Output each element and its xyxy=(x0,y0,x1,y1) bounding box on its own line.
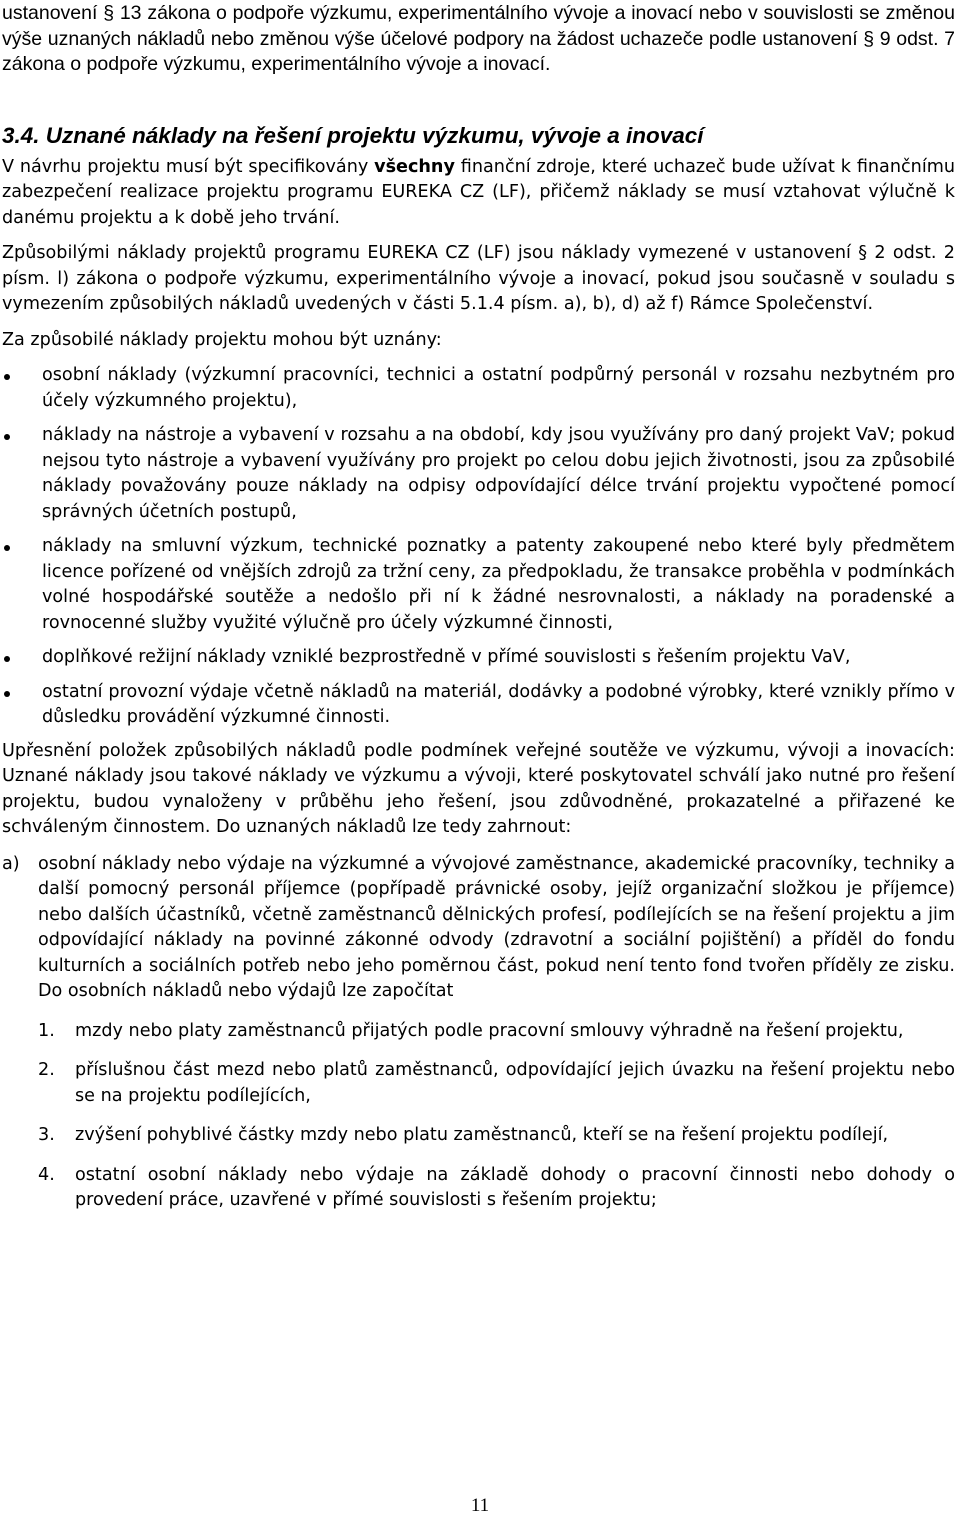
list-item-text: osobní náklady (výzkumní pracovníci, technici a ostatní podpůrný personál v rozsahu nezbytném pro účely výzkumného projektu), xyxy=(42,365,955,411)
numbered-item xyxy=(2,1058,955,1109)
paragraph-specification-end: finanční zdroje, které uchazeč bude užívat k finančnímu zabezpečení realizace projektu programu EUREKA CZ (LF), přičemž náklady se musí vztahovat výlučně k danému projektu a k době jeho trvání. xyxy=(2,156,955,228)
paragraph-specification-start: V návrhu projektu musí být specifikovány xyxy=(2,156,375,177)
list-item-text: doplňkové režijní náklady vzniklé bezprostředně v přímé souvislosti s řešením projektu VaV, xyxy=(42,647,851,667)
list-item xyxy=(2,363,955,414)
eligible-costs-list xyxy=(2,363,955,731)
paragraph-specification-details: Upřesnění položek způsobilých nákladů podle podmínek veřejné soutěže ve výzkumu, vývoji a inovacích: Uznané náklady jsou takové náklady ve výzkumu a vývoji, které poskytovatel schválí jako nutné pro řešení projektu, budou vynaloženy v průběhu jeho řešení, jsou zdůvodněné, prokazatelné a přiřazené ke schváleným činnostem. Do uznaných nákladů lze tedy zahrnout: xyxy=(2,740,955,837)
paragraph-list-intro: Za způsobilé náklady projektu mohou být uznány: xyxy=(2,329,442,350)
item-a xyxy=(2,852,955,1005)
paragraph-specification xyxy=(2,155,955,232)
emphasis-all: všechny xyxy=(374,156,455,177)
numbered-item xyxy=(2,1123,955,1149)
bullet-icon xyxy=(4,374,10,380)
numbered-item-text: zvýšení pohyblivé částky mzdy nebo platu zaměstnanců, kteří se na řešení projektu podílejí, xyxy=(75,1125,889,1145)
numbered-item-text: ostatní osobní náklady nebo výdaje na základě dohody o pracovní činnosti nebo dohody o provedení práce, uzavřené v přímé souvislosti s řešením projektu; xyxy=(75,1164,955,1210)
numbered-item-marker: 3. xyxy=(38,1125,55,1145)
list-item-text: náklady na smluvní výzkum, technické poznatky a patenty zakoupené nebo které byly předmětem licence pořízené od vnějších zdrojů za tržní ceny, za předpokladu, že transakce proběhla v podmínkách volné hospodářské soutěže a nedošlo při ní k žádné nesrovnalosti, a náklady na poradenské a rovnocenné služby využité výlučně pro účely výzkumné činnosti, xyxy=(42,536,955,633)
numbered-item-marker: 1. xyxy=(38,1020,55,1041)
numbered-item-marker: 2. xyxy=(38,1060,55,1080)
list-item xyxy=(2,534,955,636)
intro-paragraph: ustanovení § 13 zákona o podpoře výzkumu, experimentálního vývoje a inovací nebo v souvislosti se změnou výše uznaných nákladů nebo změnou výše účelové podpory na žádost uchazeče podle ustanovení § 9 odst. 7 zákona o podpoře výzkumu, experimentálního vývoje a inovací. xyxy=(2,2,955,75)
numbered-item xyxy=(2,1163,955,1214)
personnel-costs-list xyxy=(2,1019,955,1214)
bullet-icon xyxy=(4,545,10,551)
bullet-icon xyxy=(4,434,10,440)
list-item xyxy=(2,423,955,525)
item-a-marker: a) xyxy=(2,853,20,874)
section-heading: 3.4. Uznané náklady na řešení projektu výzkumu, vývoje a inovací xyxy=(2,122,704,148)
numbered-item-marker: 4. xyxy=(38,1164,55,1185)
bullet-icon xyxy=(4,656,10,662)
numbered-item xyxy=(2,1019,955,1045)
page-number: 11 xyxy=(470,1495,490,1516)
list-item-text: náklady na nástroje a vybavení v rozsahu a na období, kdy jsou využívány pro daný projekt VaV; pokud nejsou tyto nástroje a vybavení využívány pro projekt po celou dobu jejich životnosti, jsou za způsobilé náklady považovány pouze náklady na odpisy odpovídající délce trvání projektu vypočtené pomocí správných účetních postupů, xyxy=(42,425,955,522)
paragraph-eligible-costs: Způsobilými náklady projektů programu EUREKA CZ (LF) jsou náklady vymezené v ustanovení § 2 odst. 2 písm. l) zákona o podpoře výzkumu, experimentálního vývoje a inovací, pokud jsou současně v souladu s vymezením způsobilých nákladů uvedených v části 5.1.4 písm. a), b), d) až f) Rámce Společenství. xyxy=(2,243,955,314)
list-item-text: ostatní provozní výdaje včetně nákladů na materiál, dodávky a podobné výrobky, které vznikly přímo v důsledku provádění výzkumné činnosti. xyxy=(42,681,955,727)
bullet-icon xyxy=(4,691,10,697)
item-a-text: osobní náklady nebo výdaje na výzkumné a vývojové zaměstnance, akademické pracovníky, techniky a další pomocný personál příjemce (popřípadě právnické osoby, jejíž organizační složkou je příjemce) nebo dalších účastníků, včetně zaměstnanců dělnických profesí, podílejících se na řešení projektu a jim odpovídající náklady na povinné zákonné odvody (zdravotní a sociální pojištění) a příděl do fondu kulturních a sociálních potřeb nebo jeho poměrnou část, pokud není tento fond tvořen příděly ze zisku. Do osobních nákladů nebo výdajů lze započítat xyxy=(38,853,955,1001)
numbered-item-text: mzdy nebo platy zaměstnanců přijatých podle pracovní smlouvy výhradně na řešení projektu, xyxy=(75,1020,904,1041)
list-item xyxy=(2,680,955,731)
list-item xyxy=(2,645,955,671)
numbered-item-text: příslušnou část mezd nebo platů zaměstnanců, odpovídající jejich úvazku na řešení projektu nebo se na projektu podílejících, xyxy=(75,1060,955,1106)
